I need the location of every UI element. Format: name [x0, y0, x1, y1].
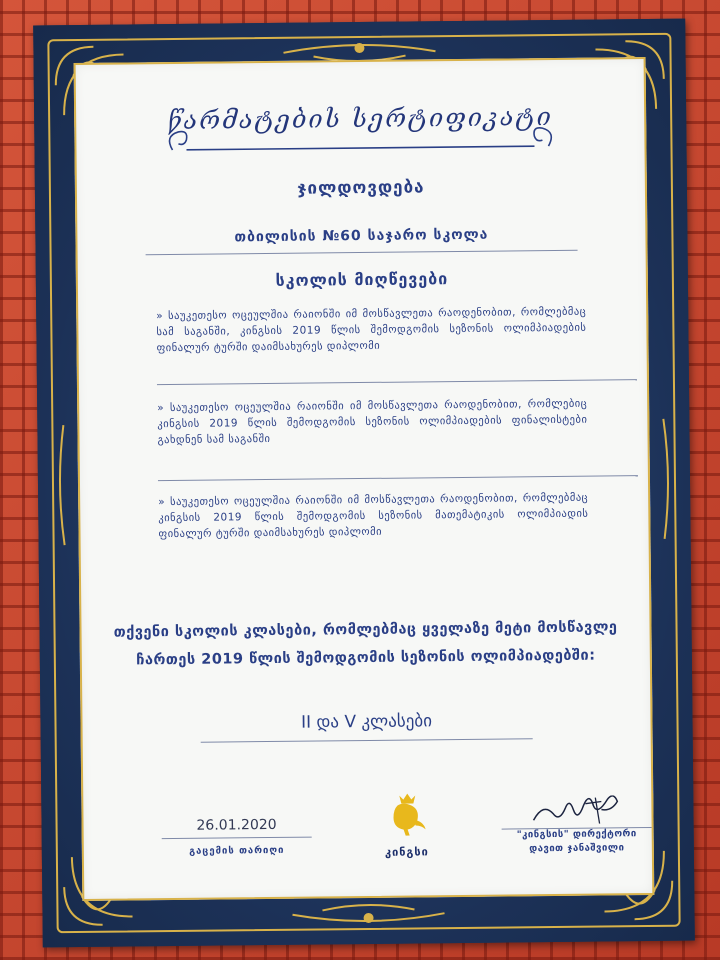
classes-blurb-line1: თქვენი სკოლის კლასები, რომლებმაც ყველაზე მეტი მოსწავლე	[113, 619, 618, 641]
certificate-body	[74, 57, 655, 901]
achievement-item: » საუკეთესო ოცეულშია რაიონში იმ მოსწავლეთა რაოდენობით, რომლებმაც კინგსის 2019 წლის შემოდგომის სეზონის მათემატიკის ოლიმპიადის ფინალურ ტურში დაიმსახურეს დიპლომი	[158, 491, 589, 541]
award-heading: ჯილდოვდება	[297, 177, 425, 199]
divider	[158, 475, 638, 481]
achievements-heading: სკოლის მიღწევები	[275, 269, 449, 290]
classes-blurb-line2: ჩართეს 2019 წლის შემოდგომის სეზონის ოლიმპიადებში:	[136, 647, 596, 669]
classes-value: II და V კლასები	[300, 711, 433, 733]
classes-blurb	[109, 613, 622, 674]
classes-underline	[201, 738, 533, 742]
school-name: თბილისის №60 საჯარო სკოლა	[234, 226, 489, 246]
certificate-sheet	[33, 19, 695, 948]
certificate-title: წარმატების სერტიფიკატი	[167, 102, 554, 136]
issue-date-label: გაცემის თარიღი	[189, 844, 285, 857]
achievement-item: » საუკეთესო ოცეულშია რაიონში იმ მოსწავლეთა რაოდენობით, რომლებიც კინგსის 2019 წლის შემოდგომის სეზონის ოლიმპიადების ფინალისტები გახდნენ სამ საგანში	[157, 397, 588, 447]
director-name: დავით ჯანაშვილი	[529, 842, 625, 855]
director-title: "კინგსის" დირექტორი	[516, 828, 637, 841]
issue-date: 26.01.2020	[196, 816, 277, 834]
divider	[157, 379, 637, 385]
brand-name: კინგსი	[384, 845, 429, 859]
date-underline	[162, 837, 312, 840]
director-label	[482, 827, 672, 857]
lion-logo-icon	[383, 789, 434, 840]
school-underline	[146, 250, 578, 256]
achievement-item: » საუკეთესო ოცეულშია რაიონში იმ მოსწავლეთა რაოდენობით, რომლებმაც სამ საგანში, კინგსის 2019 წლის შემოდგომის სეზონის ოლიმპიადების ფინალურ ტურში დაიმსახურეს დიპლომი	[156, 305, 587, 355]
